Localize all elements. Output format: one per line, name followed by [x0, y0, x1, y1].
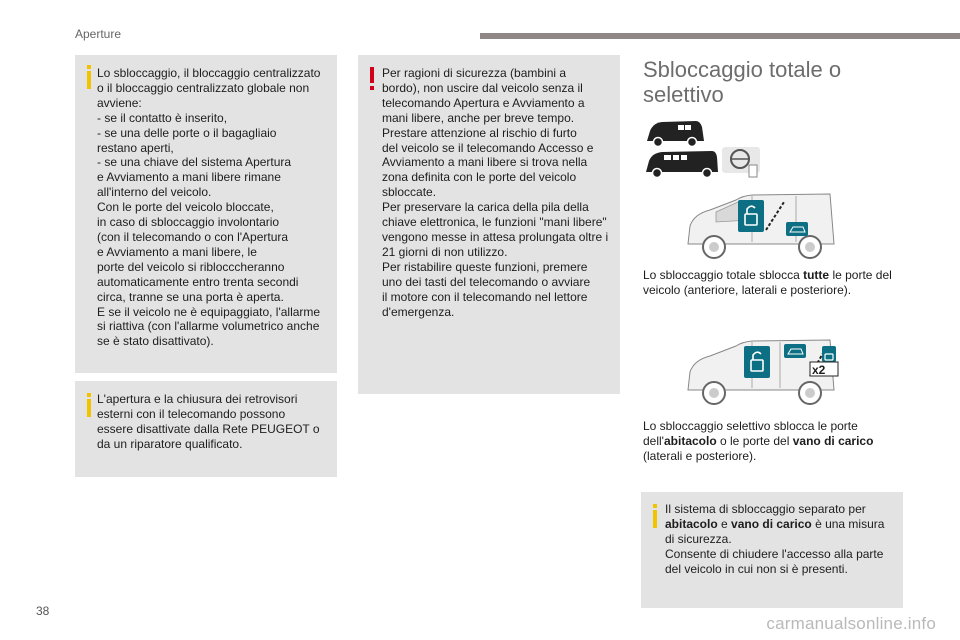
info-box-text: Il sistema di sbloccaggio separato per abitacolo e vano di carico è una misura di sicurezza. Consente di chiudere l'accesso alla parte del veicolo in cui non si è presenti.	[665, 502, 885, 576]
info-icon	[87, 399, 91, 417]
total-unlock-text: Lo sbloccaggio totale sblocca tutte le porte del veicolo (anteriore, laterali e posteriore).	[643, 268, 892, 297]
info-icon	[87, 71, 91, 89]
info-box-separate-unlock	[641, 492, 903, 608]
watermark: carmanualsonline.info	[766, 614, 936, 633]
press-twice-label: x2	[812, 363, 826, 377]
selective-unlock-text: Lo sbloccaggio selettivo sblocca le porte dell'abitacolo o le porte del vano di carico (laterali e posteriore).	[643, 419, 874, 463]
warning-box-safety	[358, 55, 620, 394]
total-unlock-illustration	[680, 184, 840, 266]
vehicle-variants-icon	[644, 117, 766, 179]
info-box-text: Lo sbloccaggio, il bloccaggio centralizzato o il bloccaggio centralizzato globale non avviene: - se il contatto è inserito, - se una delle porte o il bagagliaio restano aperti, - se una chiave del sistema Apertura e Avviamento a mani libere rimane all'interno del veicolo. Con le porte del veicolo bloccate, in caso di sbloccaggio involontario (con il telecomando o con l'Apertura e Avviamento a mani libere, le porte del veicolo si riblocccheranno automaticamente entro trenta secondi circa, tranne se una porta è aperta. E se il veicolo ne è equipaggiato, l'allarme si riattiva (con l'allarme volumetrico anche se è stato disattivato).	[97, 66, 321, 349]
section-title: Aperture	[75, 27, 122, 41]
info-box-mirrors	[75, 381, 337, 477]
header-bar	[480, 33, 960, 39]
info-icon	[653, 510, 657, 528]
page-number: 38	[36, 604, 50, 618]
warning-icon	[370, 67, 374, 83]
info-box-central-locking	[75, 55, 337, 373]
warning-box-text: Per ragioni di sicurezza (bambini a bordo), non uscire dal veicolo senza il telecomando Apertura e Avviamento a mani libere, anche per breve tempo. Prestare attenzione al rischio di furto del veicolo se il telecomando Accesso e Avviamento a mani libere si trova nella zona definita con le porte del veicolo sbloccate. Per preservare la carica della pila della chiave elettronica, le funzioni "mani libere" vengono messe in attesa prolungata oltre i 21 giorni di non utilizzo. Per ristabilire queste funzioni, premere uno dei tasti del telecomando o avviare il motore con il telecomando nel lettore d'emergenza.	[382, 66, 609, 319]
page-heading: Sbloccaggio totale o selettivo	[643, 57, 842, 107]
info-box-text: L'apertura e la chiusura dei retrovisori esterni con il telecomando possono essere disattivate dalla Rete PEUGEOT o da un riparatore qualificato.	[97, 392, 320, 451]
